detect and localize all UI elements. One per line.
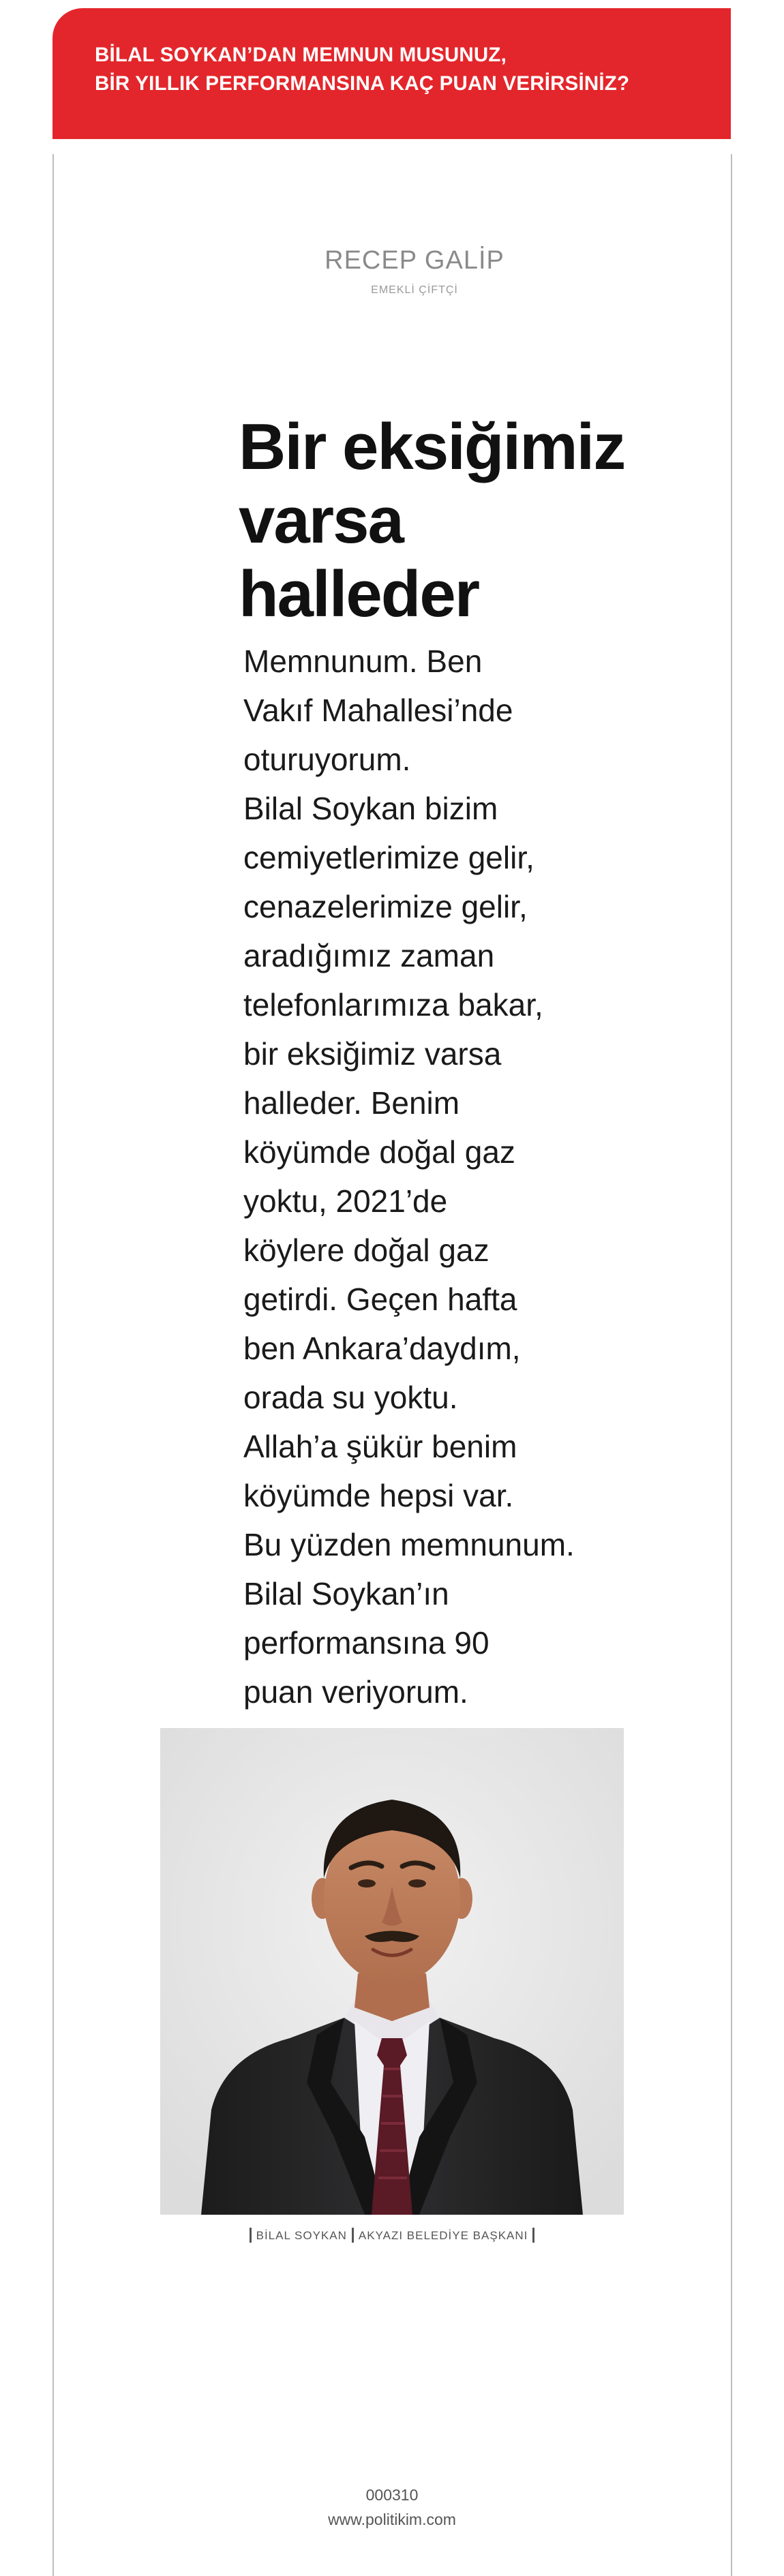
caption-divider (532, 2228, 534, 2243)
body-line: cemiyetlerimize gelir, (243, 840, 534, 875)
body-line: ben Ankara’daydım, (243, 1331, 521, 1366)
body-line: Bilal Soykan bizim (243, 791, 498, 826)
body-line: köylere doğal gaz (243, 1232, 489, 1268)
article-body (243, 637, 625, 1716)
page-code: 000310 (365, 2486, 419, 2504)
body-line: performansına 90 (243, 1625, 489, 1661)
body-line: Allah’a şükür benim (243, 1429, 517, 1464)
body-line: Memnunum. Ben (243, 643, 483, 679)
body-line: yoktu, 2021’de (243, 1183, 448, 1219)
respondent-role: EMEKLİ ÇİFTÇİ (371, 284, 458, 296)
body-line: telefonlarımıza bakar, (243, 987, 543, 1022)
headline-line-2: varsa (239, 484, 403, 557)
mayor-portrait-photo (160, 1728, 624, 2215)
body-line: puan veriyorum. (243, 1674, 468, 1710)
caption-name: BİLAL SOYKAN (256, 2229, 347, 2242)
website-url: www.politikim.com (328, 2511, 456, 2528)
headline (239, 410, 661, 631)
caption-divider (352, 2228, 354, 2243)
body-line: Vakıf Mahallesi’nde (243, 693, 513, 728)
body-line: köyümde hepsi var. (243, 1478, 514, 1513)
body-line: köyümde doğal gaz (243, 1134, 515, 1170)
caption-title: AKYAZI BELEDİYE BAŞKANI (358, 2229, 528, 2242)
question-banner (52, 8, 731, 139)
body-line: oturuyorum. (243, 742, 411, 777)
body-line: Bu yüzden memnunum. (243, 1527, 575, 1562)
respondent-name: RECEP GALİP (325, 246, 504, 275)
portrait-illustration (160, 1728, 624, 2215)
photo-caption (0, 2228, 784, 2244)
body-line: bir eksiğimiz varsa (243, 1036, 502, 1072)
body-line: aradığımız zaman (243, 938, 495, 973)
body-line: Bilal Soykan’ın (243, 1576, 449, 1611)
body-line: halleder. Benim (243, 1085, 460, 1121)
body-line: orada su yoktu. (243, 1380, 458, 1415)
banner-question-line-1: BİLAL SOYKAN’DAN MEMNUN MUSUNUZ, (95, 44, 507, 66)
headline-line-1: Bir eksiğimiz (239, 410, 625, 483)
banner-question-line-2: BİR YILLIK PERFORMANSINA KAÇ PUAN VERİRSİNİZ? (95, 72, 630, 95)
headline-line-3: halleder (239, 558, 479, 631)
body-line: getirdi. Geçen hafta (243, 1282, 517, 1317)
caption-divider (250, 2228, 252, 2243)
body-line: cenazelerimize gelir, (243, 889, 528, 924)
